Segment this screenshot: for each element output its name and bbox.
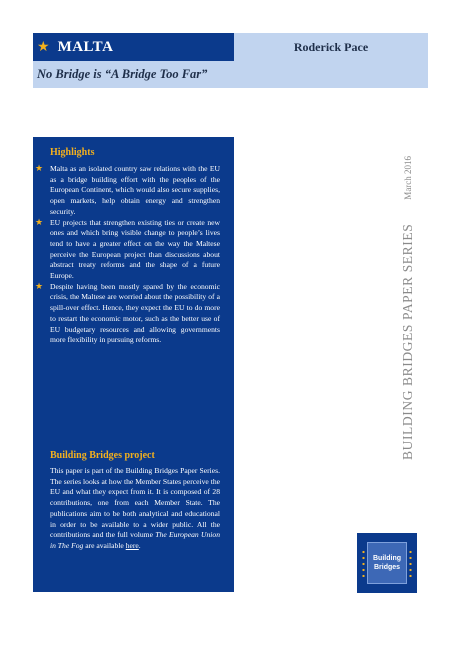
highlight-text: Malta as an isolated country saw relations with the EU as a bridge building effort with the peoples of the European Continent, which would also secure supplies, open markets, help obtain energy and strengthen security. xyxy=(50,164,220,216)
subtitle-bar xyxy=(33,61,428,88)
logo-line-2: Bridges xyxy=(373,564,401,571)
star-icon: ★ xyxy=(35,163,44,173)
header-country-bar xyxy=(33,33,234,61)
here-link[interactable]: here xyxy=(125,540,139,550)
logo-line-1: Building xyxy=(373,555,401,562)
project-heading: Building Bridges project xyxy=(50,450,155,461)
list-item xyxy=(35,216,220,282)
series-date: March 2016 xyxy=(403,155,413,200)
logo-stars-left xyxy=(362,549,365,577)
list-item xyxy=(35,163,220,218)
logo-badge xyxy=(367,542,407,584)
series-vertical-label xyxy=(388,130,428,460)
highlight-text: EU projects that strengthen existing ties or create new ones and which bring visible change to people’s lives tend to have a greater effect on the way the Maltese perceive the European project than discussions about abstract treaty reforms and the shape of a future Europe. xyxy=(50,217,220,281)
country-title: MALTA xyxy=(57,38,114,55)
star-icon: ★ xyxy=(37,39,50,55)
building-bridges-logo xyxy=(357,533,417,593)
project-text-after: are available xyxy=(83,540,126,550)
highlights-list xyxy=(35,163,220,346)
star-icon: ★ xyxy=(35,216,44,227)
author-name: Roderick Pace xyxy=(293,39,369,54)
project-text-end: . xyxy=(138,540,141,550)
highlight-text: Despite having been mostly spared by the economic crisis, the Maltese are worried about the possibility of a spill-over effect. Hence, they expect the EU to do more to restart the economic motor, such as the better use of EU budgetary resources and allowing governments more flexibility in pursuing reforms. xyxy=(50,281,220,345)
sidebar-panel xyxy=(33,137,234,592)
star-icon: ★ xyxy=(35,280,44,291)
author-bar xyxy=(234,33,428,61)
list-item xyxy=(35,280,220,346)
series-title: BUILDING BRIDGES PAPER SERIES xyxy=(400,223,415,460)
logo-stars-right xyxy=(409,549,412,577)
project-description xyxy=(50,466,220,552)
project-text-main: This paper is part of the Building Bridges Paper Series. The series looks at how the Member States perceive the EU and what they expect from it. It is composed of 28 contributions, one from each Member State. The publications aim to be both analytical and educational in order to be available to a wider public. All the contributions and the full volume xyxy=(50,466,220,540)
paper-subtitle: No Bridge is “A Bridge Too Far” xyxy=(37,67,208,81)
highlights-heading: Highlights xyxy=(50,147,95,158)
volume-title: The European Union in The Fog xyxy=(50,530,220,550)
